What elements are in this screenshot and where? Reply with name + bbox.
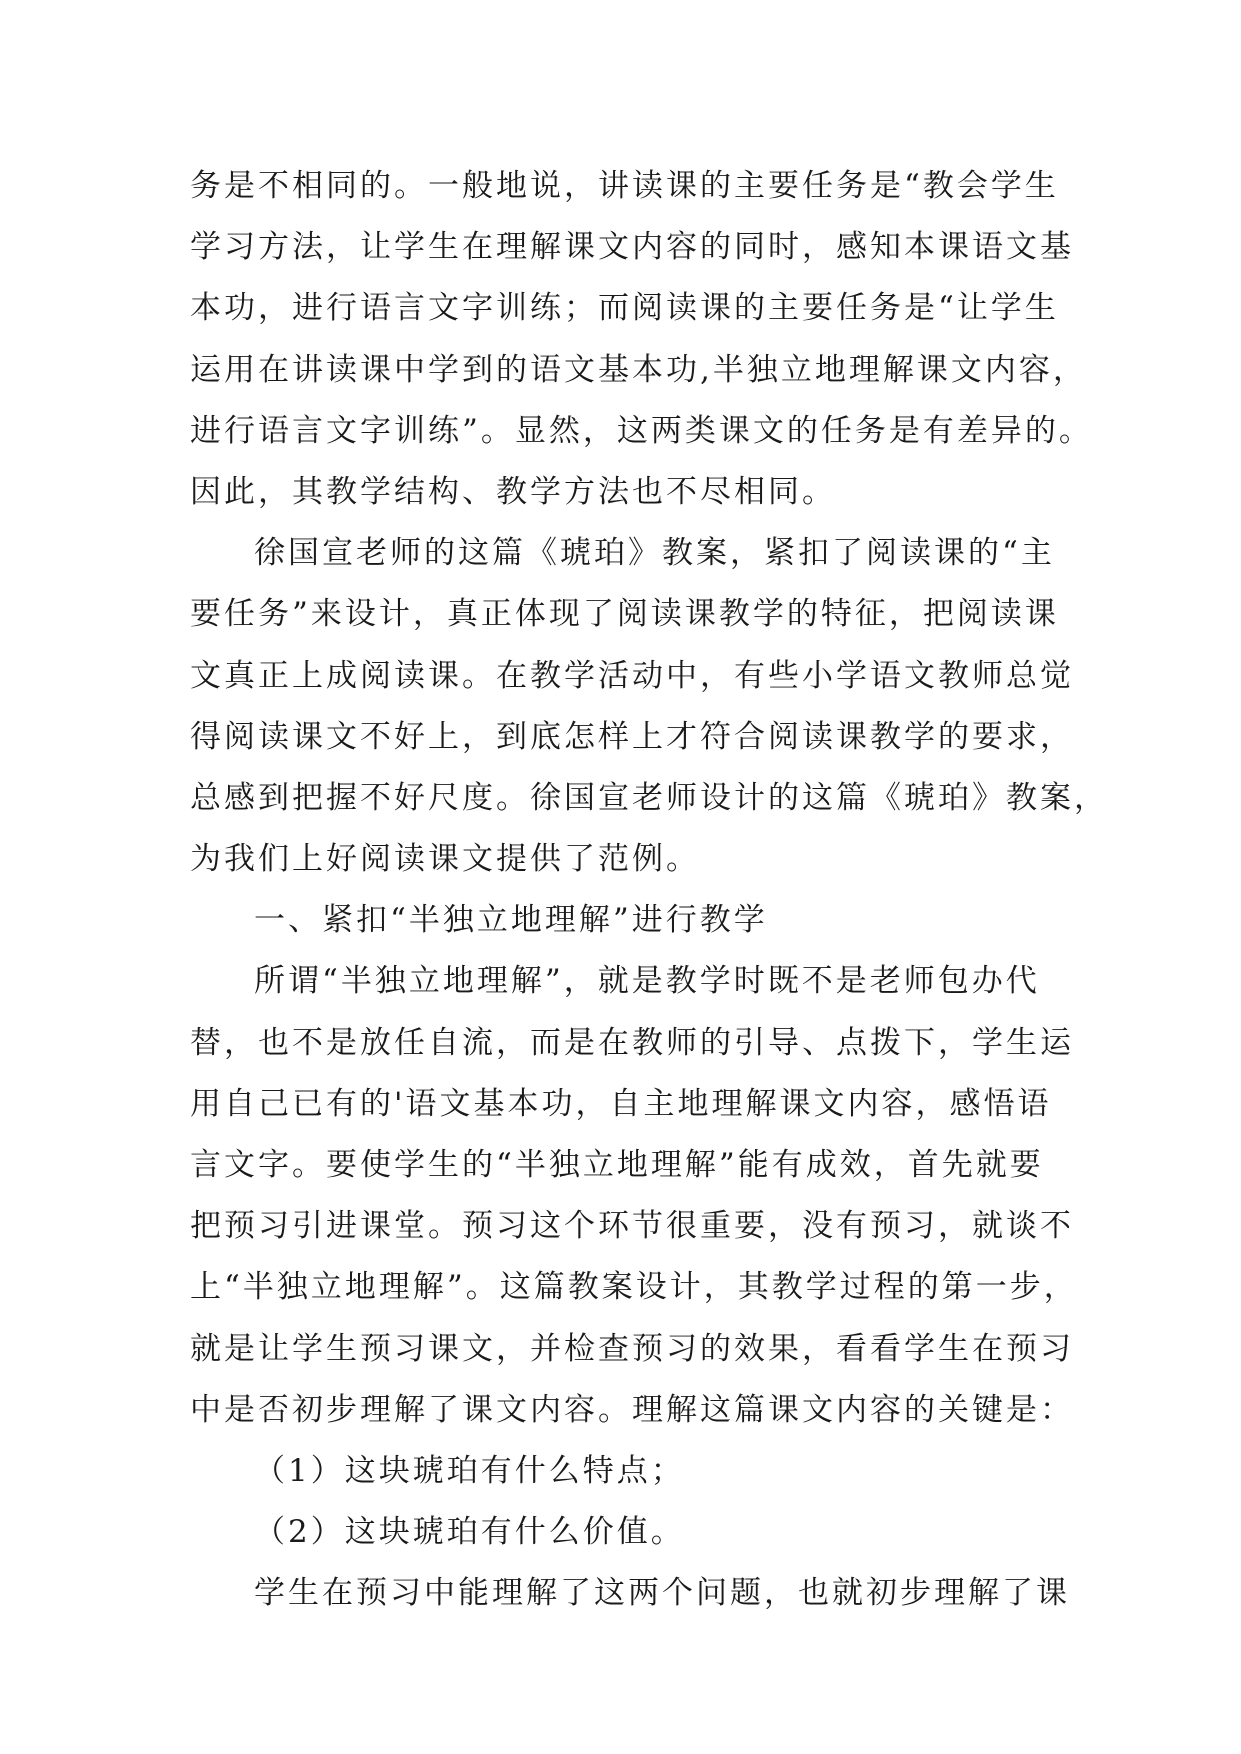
document-body bbox=[190, 156, 1108, 1625]
text-line: 把预习引进课堂。预习这个环节很重要，没有预习，就谈不 bbox=[190, 1208, 1074, 1245]
text-line: 学习方法，让学生在理解课文内容的同时，感知本课语文基 bbox=[190, 229, 1074, 266]
text-line: 替，也不是放任自流，而是在教师的引导、点拨下，学生运 bbox=[190, 1024, 1074, 1061]
text-line: 务是不相同的。一般地说，讲读课的主要任务是“教会学生 bbox=[190, 168, 1059, 204]
text-line: 本功，进行语言文字训练；而阅读课的主要任务是“让学生 bbox=[190, 290, 1059, 327]
text-line: 因此，其教学结构、教学方法也不尽相同。 bbox=[190, 473, 836, 510]
paragraph-start-line: 徐国宣老师的这篇《琥珀》教案，紧扣了阅读课的“主 bbox=[254, 535, 1055, 572]
text-line: 得阅读课文不好上，到底怎样上才符合阅读课教学的要求， bbox=[190, 718, 1074, 755]
list-item: （2）这块琥珀有什么价值。 bbox=[254, 1514, 685, 1551]
text-line: 运用在讲读课中学到的语文基本功,半独立地理解课文内容， bbox=[190, 351, 1087, 388]
text-line: 总感到把握不好尺度。徐国宣老师设计的这篇《琥珀》教案， bbox=[190, 779, 1108, 816]
text-line: 要任务”来设计，真正体现了阅读课教学的特征，把阅读课 bbox=[190, 596, 1059, 633]
text-line: 用自己已有的'语文基本功，自主地理解课文内容，感悟语 bbox=[190, 1085, 1052, 1122]
text-line: 言文字。要使学生的“半独立地理解”能有成效，首先就要 bbox=[190, 1147, 1044, 1183]
text-line: 文真正上成阅读课。在教学活动中，有些小学语文教师总觉 bbox=[190, 657, 1074, 694]
text-line: 中是否初步理解了课文内容。理解这篇课文内容的关键是： bbox=[190, 1391, 1074, 1428]
paragraph-start-line: 学生在预习中能理解了这两个问题，也就初步理解了课 bbox=[254, 1575, 1070, 1612]
text-line: 为我们上好阅读课文提供了范例。 bbox=[190, 841, 700, 878]
text-line: 就是让学生预习课文，并检查预习的效果，看看学生在预习 bbox=[190, 1330, 1074, 1367]
list-item: （1）这块琥珀有什么特点； bbox=[254, 1452, 685, 1489]
text-line: 上“半独立地理解”。这篇教案设计，其教学过程的第一步， bbox=[190, 1269, 1078, 1306]
text-line: 进行语言文字训练”。显然，这两类课文的任务是有差异的。 bbox=[190, 412, 1093, 449]
paragraph-start-line: 所谓“半独立地理解”，就是教学时既不是老师包办代 bbox=[254, 963, 1040, 1000]
section-heading: 一、紧扣“半独立地理解”进行教学 bbox=[254, 902, 768, 939]
